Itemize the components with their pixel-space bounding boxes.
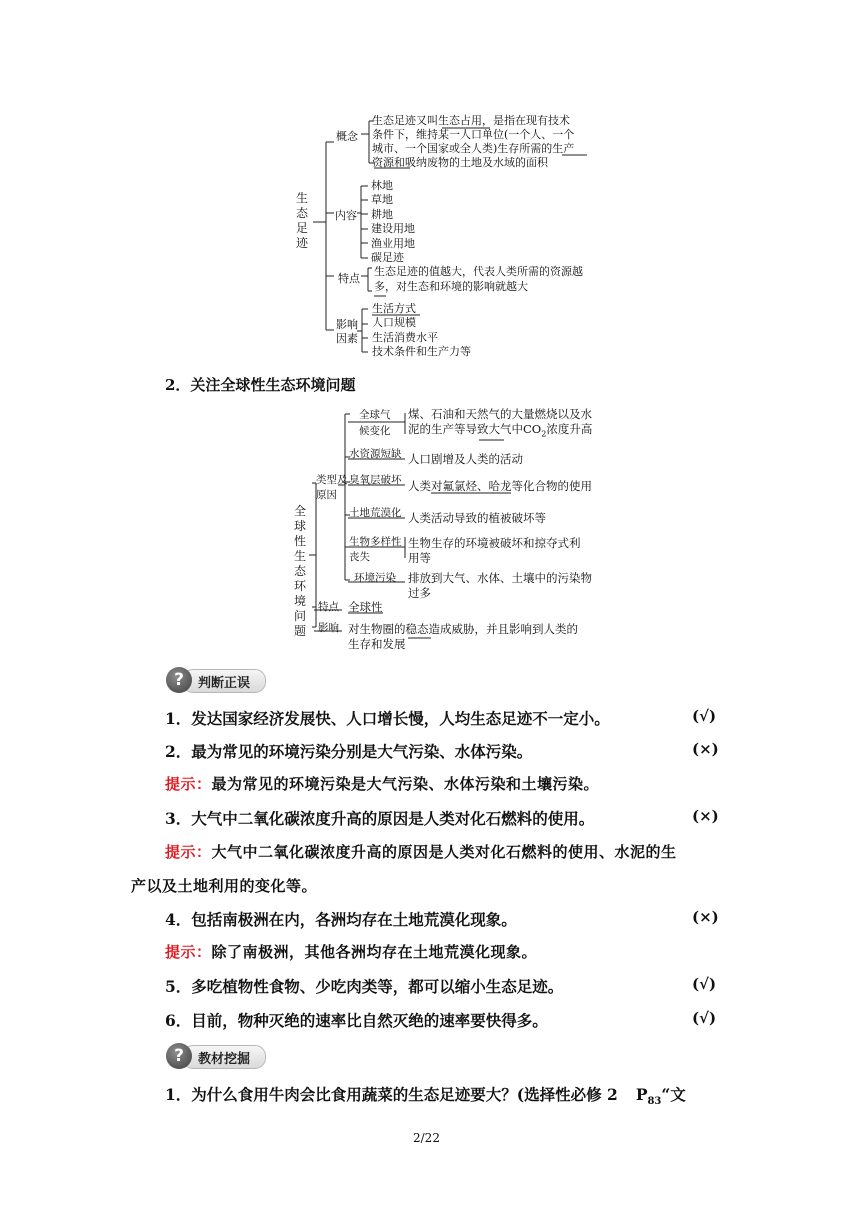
content-item: 林地 — [371, 179, 393, 192]
feature-text: 生态足迹的值越大，代表人类所需的资源越 多，对生态和环境的影响就越大 — [374, 265, 583, 293]
question-mark-icon: ? — [166, 1043, 192, 1069]
type-pollution-desc: 排放到大气、水体、土壤中的污染物 过多 — [408, 571, 592, 600]
judgment-item: 4．包括南极洲在内，各洲均存在土地荒漠化现象。 — [165, 910, 517, 929]
judgment-mark: (√) — [692, 707, 717, 725]
hint-text: 提示：除了南极洲，其他各洲均存在土地荒漠化现象。 — [165, 943, 538, 961]
textbook-question: 1．为什么食用牛肉会比食用蔬菜的生态足迹要大？(选择性必修 2 $P_{83}“$文 — [165, 1085, 686, 1108]
global-impact-text: 对生物圈的稳态造成威胁，并且影响到人类的 生存和发展 — [348, 622, 578, 651]
factor-item: 人口规模 — [372, 316, 416, 330]
content-item: 碳足迹 — [371, 251, 404, 265]
type-climate-desc: 煤、石油和天然气的大量燃烧以及水 泥的生产等导致大气中$CO_2$浓度升高 — [408, 407, 593, 439]
content-item: 耕地 — [371, 207, 393, 221]
judgment-item: 1．发达国家经济发展快、人口增长慢，人均生态足迹不一定小。 — [165, 709, 610, 728]
type-desert-label: 土地荒漠化 — [349, 507, 402, 519]
factors-list — [372, 302, 471, 360]
section-heading: 2．关注全球性生态环境问题 — [165, 376, 356, 394]
content-label: 内容 — [335, 209, 357, 222]
factor-item: 技术条件和生产力等 — [372, 345, 471, 359]
judgment-mark: (×) — [692, 807, 719, 825]
types-label: 类型及 原因 — [316, 474, 348, 501]
badge-label: 判断正误 — [198, 676, 251, 691]
factor-item: 生活消费水平 — [372, 330, 438, 344]
judgment-mark: (×) — [692, 908, 719, 926]
judgment-item: 6．目前，物种灭绝的速率比自然灭绝的速率要快得多。 — [165, 1011, 548, 1030]
judge-badge — [164, 667, 268, 693]
page-number: 2/22 — [413, 1131, 440, 1145]
global-root: 全 球 性 生 态 环 境 问 题 — [293, 504, 306, 638]
global-impact-label: 影响 — [318, 622, 339, 634]
judgment-mark: (×) — [692, 740, 719, 758]
type-ozone-label: 臭氧层破坏 — [349, 474, 402, 486]
global-feature-value: 全球性 — [348, 600, 383, 614]
footprint-root: 生 态 足 迹 — [295, 191, 308, 250]
type-biodiversity-desc: 生物生存的环境被破坏和掠夺式利 用等 — [408, 536, 581, 565]
judgment-mark: (√) — [692, 1009, 717, 1027]
type-ozone-desc: 人类对氟氯烃、哈龙等化合物的使用 — [408, 479, 592, 493]
content-item: 渔业用地 — [371, 236, 415, 250]
textbook-badge — [164, 1043, 268, 1069]
factors-label: 影响 因素 — [336, 318, 358, 345]
type-water-desc: 人口剧增及人类的活动 — [408, 452, 523, 466]
judgment-mark: (√) — [692, 975, 717, 993]
global-feature-label: 特点 — [318, 601, 339, 613]
judgment-item: 2．最为常见的环境污染分别是大气污染、水体污染。 — [165, 742, 533, 761]
content-item: 建设用地 — [371, 222, 415, 236]
content-item: 草地 — [371, 193, 393, 207]
feature-label: 特点 — [338, 272, 360, 285]
question-mark-icon: ? — [166, 667, 192, 693]
judgment-item: 3．大气中二氧化碳浓度升高的原因是人类对化石燃料的使用。 — [165, 809, 595, 828]
hint-text: 提示：最为常见的环境污染是大气污染、水体污染和土壤污染。 — [165, 775, 600, 793]
type-desert-desc: 人类活动导致的植被破坏等 — [408, 511, 546, 525]
concept-label: 概念 — [336, 130, 358, 143]
factor-item: 生活方式 — [372, 302, 416, 315]
badge-label: 教材挖掘 — [198, 1052, 251, 1067]
content-list — [371, 179, 415, 265]
hint-text-continued: 产以及土地利用的变化等。 — [131, 877, 318, 895]
concept-text: 生态足迹又叫生态占用，是指在现有技术 条件下，维持某一人口单位(一个人、一个 城市、一个国家或全人类)生存所需的生产 资源和吸纳废物的土地及水域的面积 — [372, 114, 575, 169]
type-water-label: 水资源短缺 — [349, 448, 402, 460]
type-biodiversity-label: 生物多样性 丧失 — [349, 536, 402, 563]
hint-text: 提示：大气中二氧化碳浓度升高的原因是人类对化石燃料的使用、水泥的生 — [165, 843, 677, 861]
judgment-item: 5．多吃植物性食物、少吃肉类等，都可以缩小生态足迹。 — [165, 977, 564, 996]
type-climate-label: 全球气 候变化 — [359, 409, 391, 437]
type-pollution-label: 环境污染 — [354, 572, 396, 584]
